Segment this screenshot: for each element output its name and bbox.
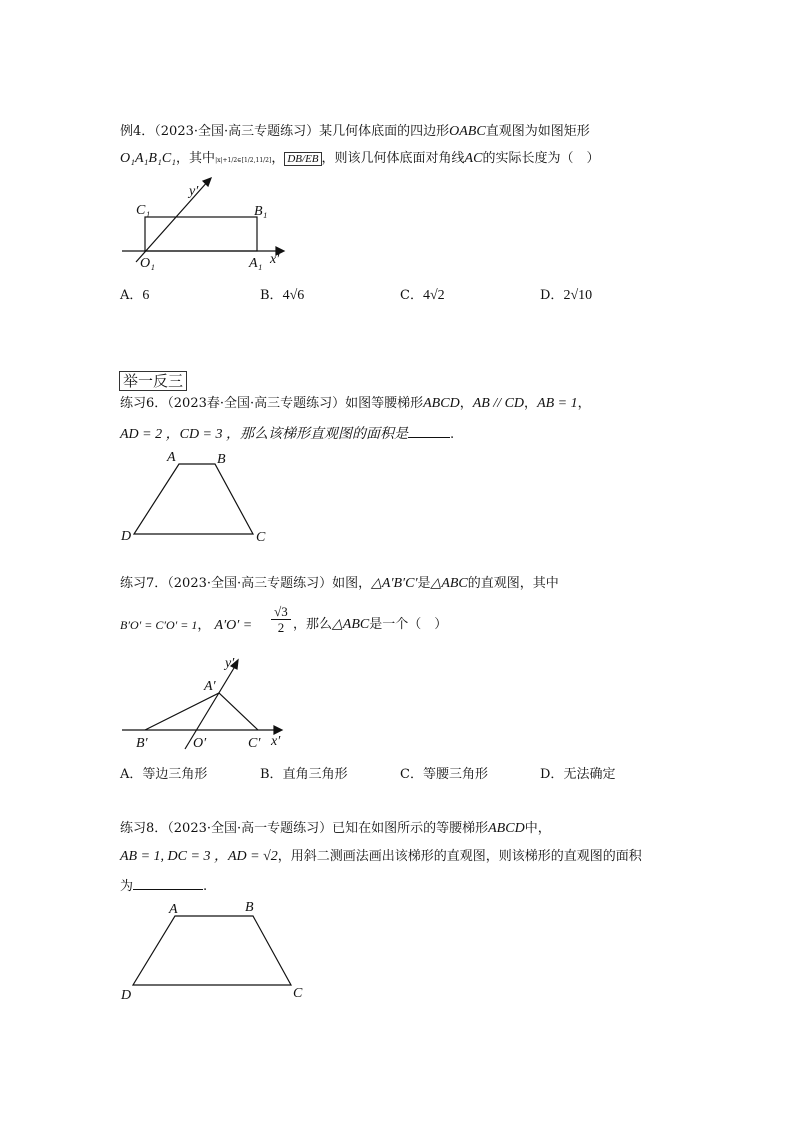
ex6-label-b: B <box>217 452 226 467</box>
ex4-option-a-value: 6 <box>142 288 150 303</box>
ex4-label-a1: A₁ <box>249 256 263 271</box>
ex8-answer-blank[interactable] <box>133 876 203 890</box>
ex7-option-b-label: B． <box>260 767 283 782</box>
ex4-option-b[interactable] <box>260 287 304 305</box>
ex4-line1b-text: 直观图为如图矩形 <box>485 124 590 139</box>
ex7-line1a: 练习7．（2023·全国·高三专题练习）如图， <box>120 576 372 591</box>
ex7-line1 <box>120 575 559 593</box>
ex7-label-c: C′ <box>248 736 261 751</box>
ex7-tri2: △ABC <box>430 576 468 591</box>
ex7-tri2-again: △ABC <box>332 617 370 632</box>
ex7-option-a[interactable] <box>120 766 207 784</box>
ex4-line2c: 的实际长度为（ ） <box>482 151 600 166</box>
ex4-option-a[interactable] <box>120 287 149 305</box>
ex4-ac: AC <box>464 151 483 166</box>
ex4-option-b-value: 4√6 <box>282 288 305 303</box>
ex7-frac-num: √3 <box>271 604 291 620</box>
ex4-option-c-label: C． <box>400 288 423 303</box>
ex8-label-b: B <box>245 900 254 915</box>
ex6-figure <box>134 464 253 534</box>
ex4-option-d-value: 2√10 <box>563 288 593 303</box>
ex8-figure <box>133 916 291 985</box>
ex7-figure-labels <box>136 656 281 751</box>
ex4-tiny-fragment: |x|+1/2∈[1/2,11/2] <box>215 157 272 164</box>
ex4-option-c-value: 4√2 <box>422 288 445 303</box>
ex4-figure <box>122 178 284 262</box>
ex8-trapezoid <box>133 916 291 985</box>
ex7-label-y: y′ <box>225 656 235 671</box>
ex8-line2 <box>120 848 642 866</box>
ex6-abcd: ABCD <box>423 396 460 411</box>
ex6-label-d: D <box>121 529 132 544</box>
ex8-label-a: A <box>169 902 178 917</box>
ex7-label-x: x′ <box>271 734 281 749</box>
ex4-tiny-fraction: DB/EB <box>284 152 321 166</box>
ex7-line1b: 是 <box>417 576 431 591</box>
ex6-label-c: C <box>256 530 266 545</box>
ex4-option-b-label: B． <box>260 288 283 303</box>
ex7-label-a: A′ <box>204 679 216 694</box>
ex8-line1-text: 练习8．（2023·全国·高一专题练习）已知在如图所示的等腰梯形 <box>120 821 489 836</box>
ex7-option-c-value: 等腰三角形 <box>422 767 488 782</box>
ex8-abcd: ABCD <box>488 821 525 836</box>
ex7-option-b-value: 直角三角形 <box>282 767 348 782</box>
ex6-ab: AB = 1 <box>537 396 578 411</box>
ex7-tri1: △A′B′C′ <box>371 576 418 591</box>
ex4-label-c1: C₁ <box>136 203 151 218</box>
ex4-figure-labels <box>136 184 280 271</box>
ex7-option-d[interactable] <box>540 766 615 784</box>
ex7-line2b: ，那么 <box>293 617 333 632</box>
ex7-line2-tail <box>293 616 447 634</box>
ex4-label-y: y′ <box>189 184 199 199</box>
ex4-option-a-label: A． <box>120 288 143 303</box>
ex7-line2c: 是一个（ ） <box>369 617 448 632</box>
ex8-line2c: ，用斜二测画法画出该梯形的直观图，则该梯形的直观图的面积 <box>277 849 642 864</box>
ex7-eq2: A′O′ = <box>214 618 253 633</box>
ex4-label-x: x′ <box>270 252 280 267</box>
ex4-rect-name: O₁A₁B₁C₁ <box>120 151 177 166</box>
ex7-line2: B′O′ = C′O′ = 1， A′O′ = <box>120 618 253 633</box>
ex7-label-b: B′ <box>136 736 148 751</box>
ex8-line2a: AB = 1, DC = 3 ， <box>120 849 228 864</box>
ex8-line1 <box>120 820 551 838</box>
ex7-option-a-value: 等边三角形 <box>142 767 208 782</box>
ex8-line1b: 中， <box>524 821 551 836</box>
ex7-option-d-label: D． <box>540 767 564 782</box>
ex6-line1-text: 练习6．（2023春·全国·高三专题练习）如图等腰梯形 <box>120 396 424 411</box>
ex8-line2b: AD = √2 <box>227 849 278 864</box>
ex4-label-o1: O₁ <box>140 256 155 271</box>
ex7-triangle-sides <box>145 693 258 730</box>
ex4-line1-text: 例4．（2023·全国·高三专题练习）某几何体底面的四边形 <box>120 124 450 139</box>
ex7-option-d-value: 无法确定 <box>563 767 616 782</box>
ex4-option-c[interactable] <box>400 287 445 305</box>
ex4-option-d-label: D． <box>540 288 564 303</box>
ex7-option-a-label: A． <box>120 767 143 782</box>
ex4-label-b1: B₁ <box>254 204 268 219</box>
ex7-label-o: O′ <box>193 736 207 751</box>
ex8-line3-text: 为 <box>120 879 134 894</box>
ex6-parallel: AB // CD <box>472 396 525 411</box>
ex4-line2a: 其中 <box>189 151 216 166</box>
ex8-label-d: D <box>121 988 132 1003</box>
ex4-option-d[interactable] <box>540 287 592 305</box>
ex4-line2b: ，则该几何体底面对角线 <box>321 151 465 166</box>
ex6-line1: 练习6．（2023春·全国·高三专题练习）如图等腰梯形ABCD，AB // CD，AB = 1， <box>120 396 591 411</box>
ex4-line2: O₁A₁B₁C₁，其中|x|+1/2∈[1/2,11/2]， DB/EB ，则该几何体底面对角线AC的实际长度为（ ） <box>120 151 600 166</box>
ex6-line2: AD = 2 ，CD = 3 ，那么该梯形直观图的面积是 . <box>120 424 454 444</box>
ex7-x-arrow-icon <box>274 726 282 734</box>
ex8-label-c: C <box>293 986 303 1001</box>
ex7-fraction <box>271 604 291 635</box>
ex6-label-a: A <box>167 450 176 465</box>
ex4-quad: OABC <box>449 124 486 139</box>
ex7-option-b[interactable] <box>260 766 348 784</box>
ex7-option-c-label: C． <box>400 767 423 782</box>
ex4-rectangle <box>145 217 257 251</box>
ex7-eq1: B′O′ = C′O′ = 1 <box>120 618 198 632</box>
section-title: 举一反三 <box>119 371 187 391</box>
ex6-line2-text: AD = 2 ，CD = 3 ，那么该梯形直观图的面积是 <box>120 427 409 442</box>
ex6-answer-blank[interactable] <box>408 424 450 438</box>
ex8-line3: 为 . <box>120 876 207 896</box>
ex7-line1c: 的直观图，其中 <box>467 576 559 591</box>
ex7-frac-den: 2 <box>277 620 285 635</box>
ex6-trapezoid <box>134 464 253 534</box>
ex7-option-c[interactable] <box>400 766 488 784</box>
